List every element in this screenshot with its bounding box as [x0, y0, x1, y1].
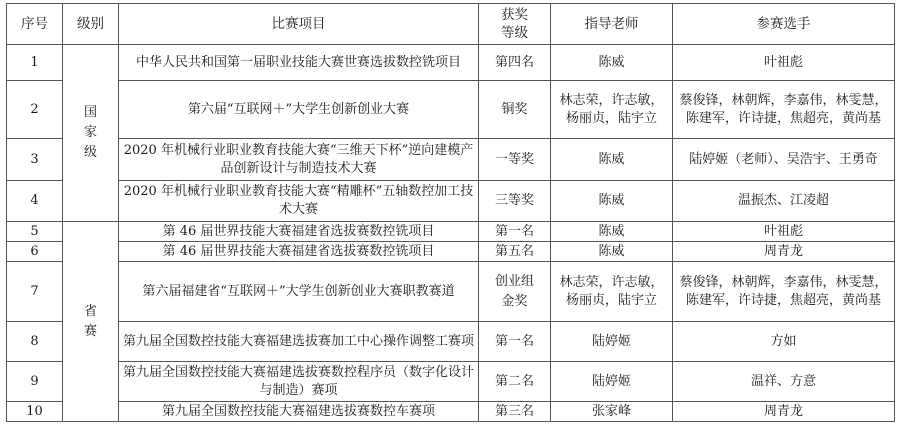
row-players: 温祥、方意 — [673, 362, 895, 402]
row-teacher: 林志荣，许志敏，杨丽贞，陆宇立 — [551, 81, 673, 139]
row-project: 中华人民共和国第一届职业技能大赛世赛选拔数控铣项目 — [119, 45, 479, 81]
row-project: 第 46 届世界技能大赛福建省选拔赛数控铣项目 — [119, 242, 479, 262]
row-players: 周青龙 — [673, 402, 895, 422]
awards-table-container — [6, 3, 894, 422]
header-row — [7, 4, 895, 45]
header-award-text: 获奖等级 — [501, 7, 528, 41]
awards-table — [6, 3, 895, 422]
row-award: 第五名 — [479, 242, 551, 262]
row-players: 叶祖彪 — [673, 45, 895, 81]
row-project: 第六届“互联网＋”大学生创新创业大赛 — [119, 81, 479, 139]
level-national — [63, 45, 119, 222]
row-project: 2020 年机械行业职业教育技能大赛“三维天下杯”逆向建模产品创新设计与制造技术大赛 — [119, 139, 479, 181]
table-row — [7, 45, 895, 81]
header-award — [479, 4, 551, 45]
row-no: 6 — [7, 242, 63, 262]
row-no: 3 — [7, 139, 63, 181]
row-no: 7 — [7, 262, 63, 322]
row-teacher: 林志荣，许志敏，杨丽贞，陆宇立 — [551, 262, 673, 322]
row-no: 5 — [7, 222, 63, 242]
table-row — [7, 81, 895, 139]
row-no: 9 — [7, 362, 63, 402]
row-no: 10 — [7, 402, 63, 422]
header-teacher: 指导老师 — [551, 4, 673, 45]
row-teacher: 陈威 — [551, 181, 673, 222]
table-row — [7, 402, 895, 422]
row-award — [479, 262, 551, 322]
row-players: 周青龙 — [673, 242, 895, 262]
row-no: 8 — [7, 322, 63, 362]
table-row — [7, 262, 895, 322]
row-award: 第一名 — [479, 222, 551, 242]
table-row — [7, 222, 895, 242]
table-row — [7, 322, 895, 362]
level-national-text: 国家级 — [83, 105, 97, 160]
header-no: 序号 — [7, 4, 63, 45]
table-row — [7, 362, 895, 402]
row-project: 第 46 届世界技能大赛福建省选拔赛数控铣项目 — [119, 222, 479, 242]
row-no: 1 — [7, 45, 63, 81]
row-teacher: 陈威 — [551, 242, 673, 262]
row-teacher: 陈威 — [551, 139, 673, 181]
row-players: 陆婷姬（老师）、吴浩宇、王勇奇 — [673, 139, 895, 181]
row-award: 铜奖 — [479, 81, 551, 139]
row-players: 蔡俊锋，林朝辉，李嘉伟，林雯慧，陈建军，许诗捷，焦超亮，黄尚基 — [673, 81, 895, 139]
row-teacher: 陆婷姬 — [551, 362, 673, 402]
row-teacher: 陆婷姬 — [551, 322, 673, 362]
row-teacher: 陈威 — [551, 45, 673, 81]
row-players: 叶祖彪 — [673, 222, 895, 242]
header-project: 比赛项目 — [119, 4, 479, 45]
row-project: 第九届全国数控技能大赛福建选拔赛数控车赛项 — [119, 402, 479, 422]
row-project: 第六届福建省“互联网＋”大学生创新创业大赛职教赛道 — [119, 262, 479, 322]
row-award: 第一名 — [479, 322, 551, 362]
row-award: 第三名 — [479, 402, 551, 422]
row-award: 第四名 — [479, 45, 551, 81]
row-project: 第九届全国数控技能大赛福建选拔赛数控程序员（数字化设计与制造）赛项 — [119, 362, 479, 402]
table-row — [7, 139, 895, 181]
row-project: 第九届全国数控技能大赛福建选拔赛加工中心操作调整工赛项 — [119, 322, 479, 362]
level-provincial-text: 省赛 — [83, 303, 97, 339]
row-award: 第二名 — [479, 362, 551, 402]
row-award-text: 创业组金奖 — [494, 273, 534, 309]
level-provincial — [63, 222, 119, 422]
row-no: 4 — [7, 181, 63, 222]
table-row — [7, 181, 895, 222]
table-row — [7, 242, 895, 262]
row-award: 三等奖 — [479, 181, 551, 222]
row-players: 方如 — [673, 322, 895, 362]
row-no: 2 — [7, 81, 63, 139]
row-award: 一等奖 — [479, 139, 551, 181]
row-teacher: 陈威 — [551, 222, 673, 242]
row-players: 温振杰、江凌超 — [673, 181, 895, 222]
header-level: 级别 — [63, 4, 119, 45]
row-teacher: 张家峰 — [551, 402, 673, 422]
row-project: 2020 年机械行业职业教育技能大赛“精雕杯”五轴数控加工技术大赛 — [119, 181, 479, 222]
header-players: 参赛选手 — [673, 4, 895, 45]
row-players: 蔡俊锋，林朝辉，李嘉伟，林雯慧，陈建军，许诗捷，焦超亮，黄尚基 — [673, 262, 895, 322]
